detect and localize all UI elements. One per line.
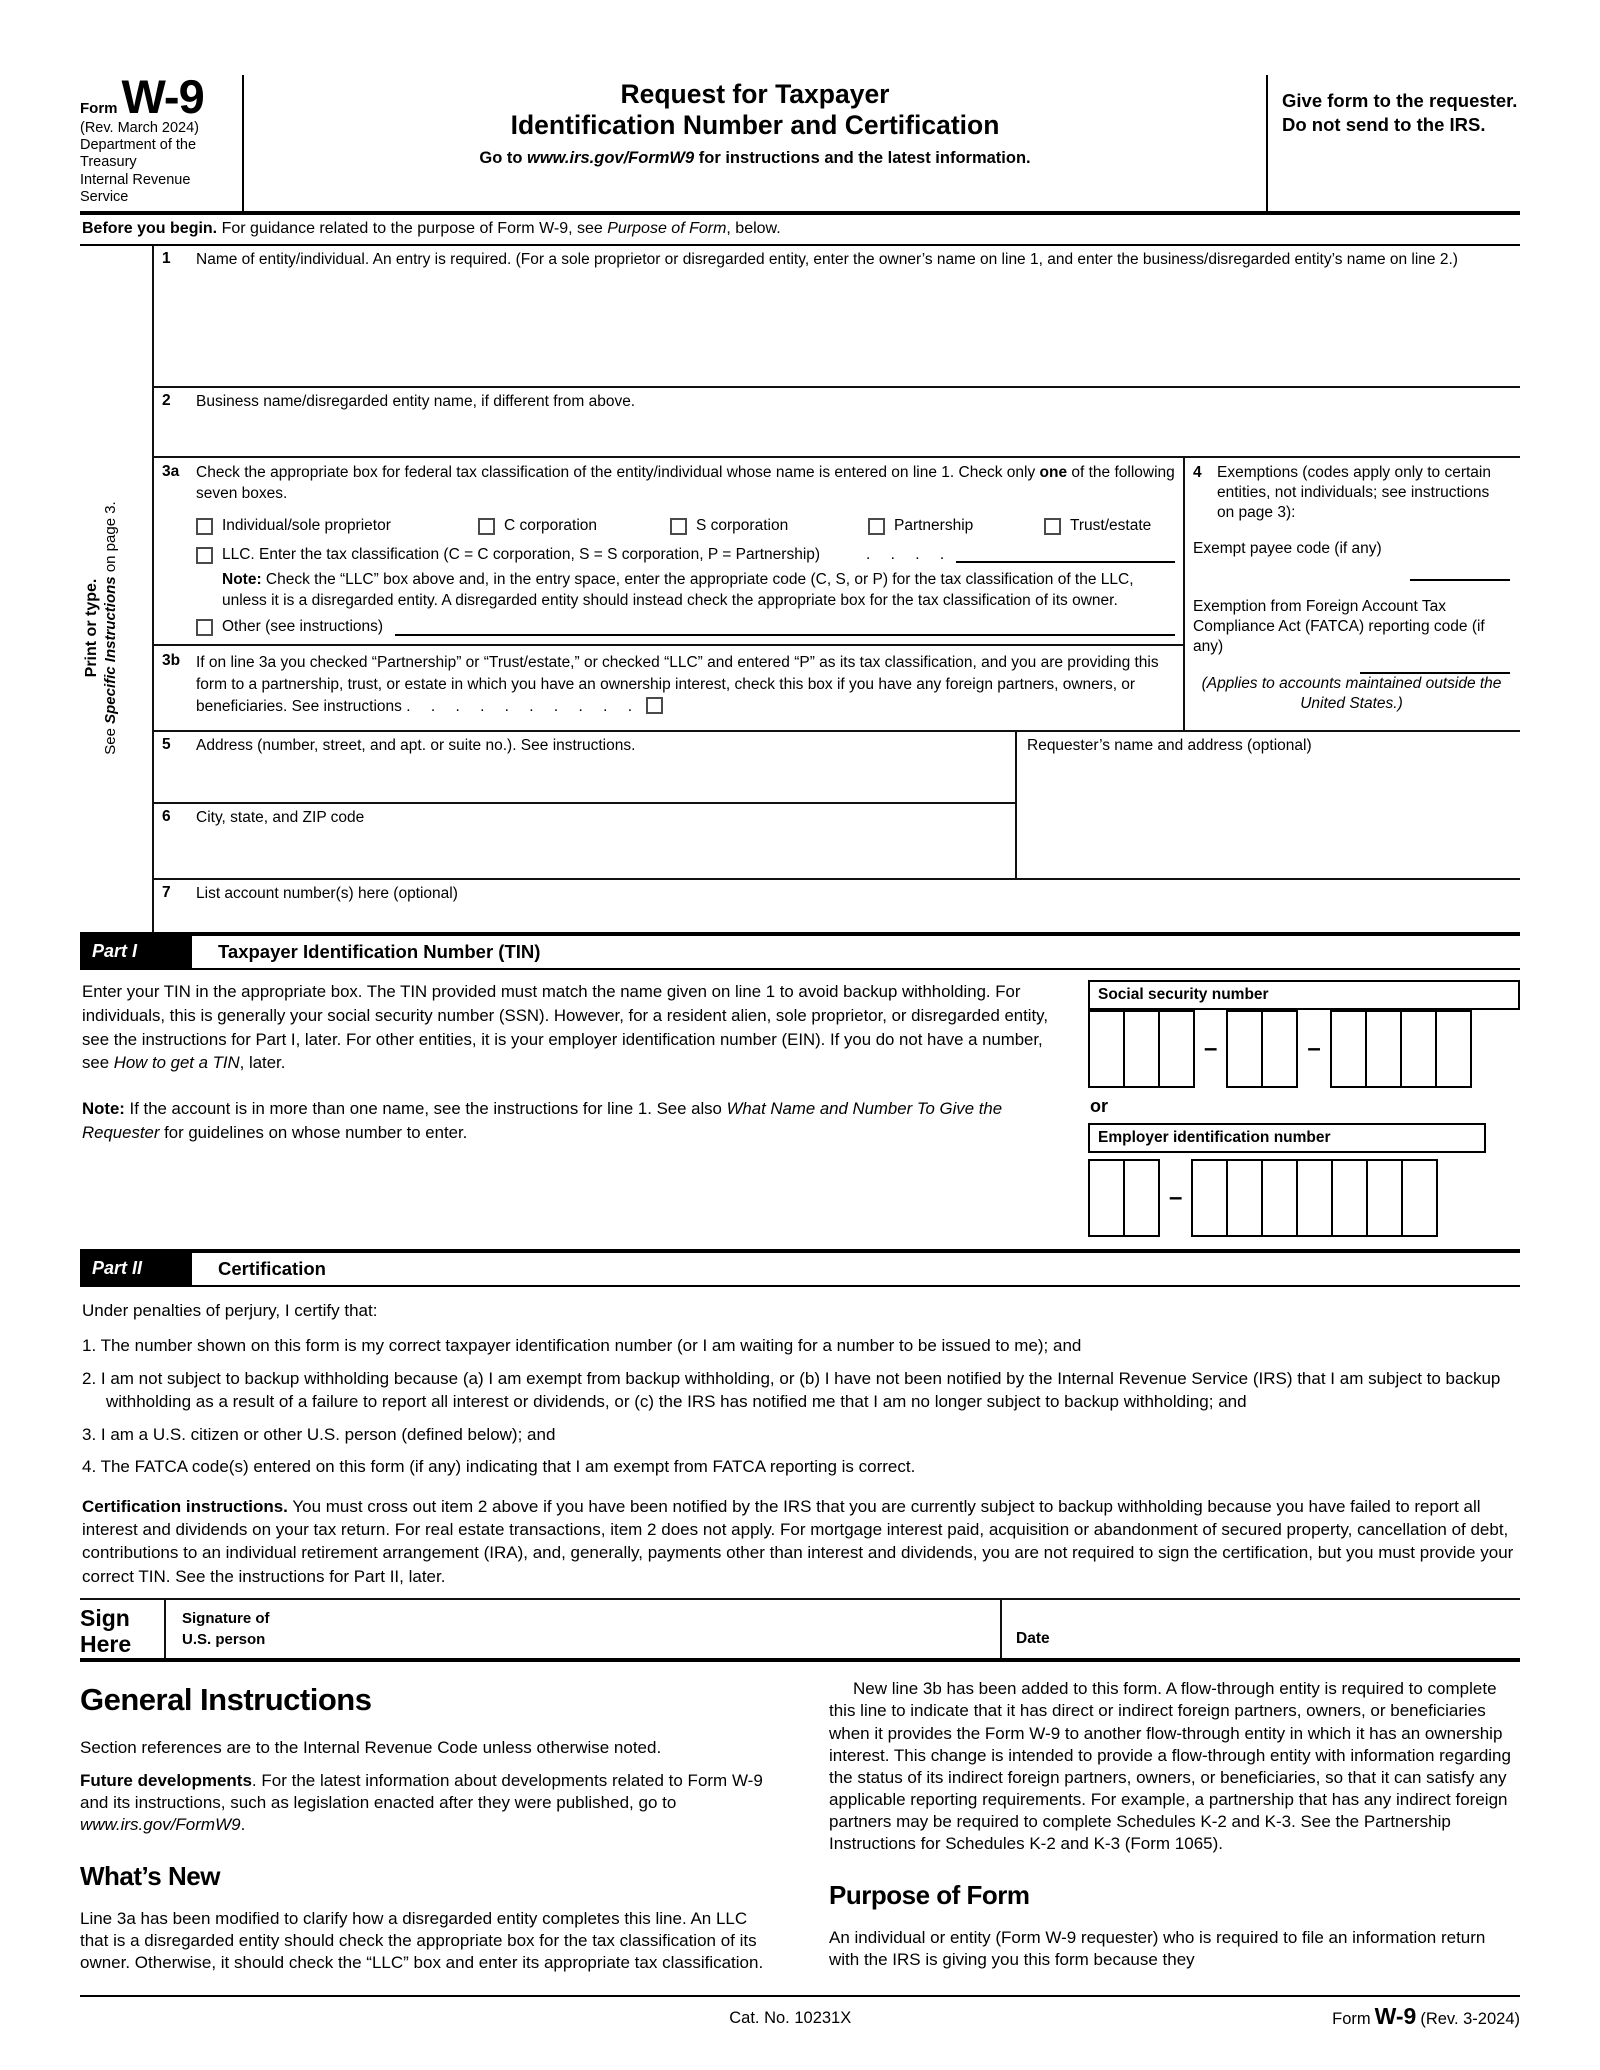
line6-city-row (154, 804, 1015, 878)
part1-bar (80, 932, 1520, 970)
ein-label-box: Employer identification number (1088, 1123, 1486, 1153)
line3b-new-paragraph: New line 3b has been added to this form. A flow-through entity is required to complete this line to indicate that it has direct or indirect foreign partners, owners, or beneficiaries when it provides the Form W-9 to another flow-through entity in which it has an ownership interest. This change is intended to provide a flow-through entity with information regarding the status of its indirect foreign partners, owners, or beneficiaries, so that it can satisfy any applicable reporting requirements. For example, a partnership that has any indirect foreign partners may be required to complete Schedules K-2 and K-3. See the Partnership Instructions for Schedules K-2 and K-3 (Form 1065). (829, 1679, 1511, 1854)
part1-badge: Part I (80, 936, 192, 968)
line3a-label-part2: of the following seven boxes. (196, 463, 1175, 502)
instructions-left-column (80, 1676, 771, 1985)
line3b-dot-leaders: . . . . . . . . . . (406, 697, 633, 715)
line4-number: 4 (1193, 463, 1202, 481)
ssn-dash: – (1204, 1034, 1218, 1062)
trust-estate-option (1044, 517, 1175, 535)
part2-content (80, 1287, 1520, 1599)
fatca-line (1193, 597, 1510, 673)
ein-digit-box[interactable] (1331, 1159, 1368, 1237)
ein-digit-box[interactable] (1366, 1159, 1403, 1237)
fatca-entry[interactable] (1360, 662, 1510, 674)
form-revision: (Rev. March 2024) (80, 119, 199, 136)
line4-header (1193, 463, 1510, 523)
ein-dash: – (1169, 1183, 1183, 1211)
form-header (80, 70, 1520, 215)
line7-number: 7 (162, 883, 171, 901)
part1-note-italic: What Name and Number To Give the Requester (82, 1099, 1003, 1143)
ssn-label-box: Social security number (1088, 980, 1520, 1010)
before-italic: Purpose of Form (607, 219, 727, 237)
partnership-checkbox[interactable] (868, 518, 885, 535)
certification-instructions-text: You must cross out item 2 above if you have been notified by the IRS that you are currently subject to backup withholding because you have failed to report all interest and dividends on your tax return. For real estate transactions, item 2 does not apply. For mortgage interest paid, acquisition or abandonment of secured property, cancellation of debt, contributions to an individual retirement arrangement (IRA), and, generally, payments other than interest and dividends, you are not required to sign the certification, but you must provide your correct TIN. See the instructions for Part II, later. (82, 1496, 1514, 1586)
ein-digit-box[interactable] (1226, 1159, 1263, 1237)
llc-dot-leaders: . . . . (866, 546, 945, 564)
trust-estate-label: Trust/estate (1070, 517, 1152, 535)
sign-here-label (80, 1600, 166, 1658)
c-corporation-label: C corporation (504, 517, 598, 535)
part1-note-text: If the account is in more than one name, see the instructions for line 1. See also (124, 1099, 727, 1119)
print-or-type-line: Print or type. (83, 578, 100, 677)
before-mid: For guidance related to the purpose of Form W-9, see (217, 219, 608, 237)
date-label: Date (1016, 1630, 1050, 1648)
side-see: See (102, 723, 119, 755)
future-developments-paragraph (80, 1770, 771, 1836)
line5-number: 5 (162, 735, 171, 753)
ein-digit-box[interactable] (1401, 1159, 1438, 1237)
sign-word: Sign (80, 1605, 130, 1632)
form-title-block (244, 75, 1268, 211)
ssn-dash: – (1307, 1034, 1321, 1062)
tin-column (1088, 980, 1520, 1237)
address-column (154, 732, 1015, 878)
line3a-label-part1: Check the appropriate box for federal tax classification of the entity/individual whose name is entered on line 1. Check only (196, 463, 1040, 481)
certification-intro: Under penalties of perjury, I certify that: (82, 1300, 378, 1320)
fatca-label: Exemption from Foreign Account Tax Compliance Act (FATCA) reporting code (if any) (1193, 598, 1485, 656)
form-title-line2: Identification Number and Certification (510, 110, 1000, 141)
department-line2: Internal Revenue Service (80, 171, 191, 206)
form-word: Form (80, 100, 118, 117)
llc-classification-entry[interactable] (956, 547, 1175, 563)
ssn-digit-box[interactable] (1123, 1010, 1160, 1088)
other-entry[interactable] (395, 622, 1175, 636)
line3a-label-bold: one (1039, 463, 1068, 481)
certification-item-4: 4. The FATCA code(s) entered on this form (if any) indicating that I am exempt from FATCA reporting is correct. (82, 1457, 916, 1477)
print-or-type-note (82, 418, 121, 838)
goto-suffix: for instructions and the latest information. (694, 148, 1031, 167)
side-page: on page 3. (102, 500, 119, 576)
part2-title: Certification (218, 1257, 326, 1279)
exempt-payee-entry[interactable] (1410, 569, 1510, 581)
or-label: or (1090, 1095, 1108, 1116)
line5-label: Address (number, street, and apt. or suite no.). See instructions. (196, 736, 636, 754)
form-title-line1: Request for Taxpayer (620, 79, 890, 109)
instructions-right-column (829, 1676, 1520, 1985)
requester-label: Requester’s name and address (optional) (1027, 736, 1312, 754)
llc-checkbox[interactable] (196, 547, 213, 564)
individual-checkbox[interactable] (196, 518, 213, 535)
partnership-option (868, 517, 1044, 535)
tax-classification-checkbox-row (196, 517, 1175, 535)
llc-option-line (196, 546, 1175, 564)
future-developments-text: . For the latest information about developments related to Form W-9 and its instructions, such as legislation enacted after they were published, go to (80, 1770, 763, 1812)
whats-new-paragraph: Line 3a has been modified to clarify how a disregarded entity completes this line. An LLC that is a disregarded entity should check the appropriate box for the tax classification of its owner. Otherwise, it should check the “LLC” box and enter its appropriate tax classification. (80, 1908, 764, 1973)
before-you-begin (80, 215, 1520, 246)
line3a-number: 3a (162, 462, 180, 480)
certification-instructions-bold: Certification instructions. (82, 1496, 288, 1516)
s-corporation-option (670, 517, 868, 535)
date-cell[interactable] (1000, 1600, 1520, 1658)
ein-digit-box[interactable] (1296, 1159, 1333, 1237)
footer-form-word: Form (1332, 2010, 1371, 2029)
llc-note (222, 570, 1175, 612)
line3b-number: 3b (162, 652, 181, 670)
part1-para-italic: How to get a TIN (113, 1053, 240, 1073)
ein-digit-box[interactable] (1191, 1159, 1228, 1237)
future-developments-end: . (240, 1814, 246, 1834)
section-references-paragraph: Section references are to the Internal Revenue Code unless otherwise noted. (80, 1737, 662, 1757)
foreign-partners-checkbox[interactable] (646, 697, 663, 714)
part1-note-end: for guidelines on whose number to enter. (159, 1123, 468, 1143)
ssn-digit-box[interactable] (1261, 1010, 1298, 1088)
applies-note: (Applies to accounts maintained outside the United States.) (1201, 674, 1502, 712)
s-corporation-label: S corporation (696, 517, 789, 535)
form-fields (152, 246, 1520, 932)
exempt-payee-label: Exempt payee code (if any) (1193, 540, 1382, 558)
ssn-digit-row (1088, 1010, 1520, 1088)
other-option-line (196, 618, 1175, 636)
before-end: , below. (726, 219, 781, 237)
ssn-digit-box[interactable] (1365, 1010, 1402, 1088)
line3a-classification-box (154, 458, 1183, 647)
line4-label: Exemptions (codes apply only to certain entities, not individuals; see instructions on page 3): (1217, 463, 1491, 521)
general-instructions-heading: General Instructions (80, 1682, 372, 1718)
line4-exemptions-box (1183, 458, 1520, 730)
partnership-label: Partnership (894, 517, 974, 535)
individual-label: Individual/sole proprietor (222, 517, 391, 535)
line7-label: List account number(s) here (optional) (196, 884, 458, 902)
other-label: Other (see instructions) (222, 618, 384, 636)
llc-note-text: Check the “LLC” box above and, in the entry space, enter the appropriate code (C, S, or P) for the tax classification of the LLC, unless it is a disregarded entity. A disregarded entity should instead check the appropriate box for the tax classification of its owner. (222, 571, 1134, 610)
line7-account-row (154, 880, 1520, 932)
ein-digit-box[interactable] (1123, 1159, 1160, 1237)
line3b-foreign-partners-box (154, 646, 1183, 730)
line5-address-row (154, 732, 1015, 804)
requester-cell[interactable] (1015, 732, 1520, 878)
purpose-of-form-heading: Purpose of Form (829, 1880, 1030, 1911)
before-bold: Before you begin. (82, 219, 218, 237)
s-corporation-checkbox[interactable] (670, 518, 687, 535)
line6-label: City, state, and ZIP code (196, 808, 365, 826)
signature-label-line1: Signature of (182, 1610, 270, 1628)
ein-digit-box[interactable] (1088, 1159, 1125, 1237)
certification-item-2: 2. I am not subject to backup withholding because (a) I am exempt from backup withholding, or (b) I have not been notified by the Internal Revenue Service (IRS) that I am subject to backup withholding as a result of a failure to report all interest or dividends, or (c) the IRS has notified me that I am no longer subject to backup withholding; and (82, 1368, 1501, 1412)
ssn-digit-box[interactable] (1435, 1010, 1472, 1088)
ssn-digit-box[interactable] (1158, 1010, 1195, 1088)
other-checkbox[interactable] (196, 619, 213, 636)
line5-6-section (154, 732, 1520, 880)
line1-name-row (154, 246, 1520, 388)
signature-label (166, 1600, 270, 1658)
ssn-digit-box[interactable] (1400, 1010, 1437, 1088)
form-id-block (80, 70, 244, 211)
part2-bar (80, 1249, 1520, 1287)
llc-note-bold: Note: (222, 571, 262, 589)
certification-instructions (82, 1495, 1520, 1589)
line3-and-4-section (154, 458, 1520, 732)
instructions-section (80, 1676, 1520, 1985)
exempt-payee-line (1193, 539, 1510, 581)
line3-column (154, 458, 1183, 730)
line3a-label (196, 463, 1175, 505)
line3b-text: If on line 3a you checked “Partnership” or “Trust/estate,” or checked “LLC” and entered “P” as its tax classification, and you are providing this form to a partnership, trust, or estate in which you have an ownership interest, check this box if you have any foreign partners, owners, or beneficiaries. See instructions (196, 654, 1159, 715)
c-corporation-option (478, 517, 670, 535)
future-developments-bold: Future developments (80, 1770, 252, 1790)
purpose-of-form-paragraph: An individual or entity (Form W-9 requester) who is required to file an information return with the IRS is giving you this form because they (829, 1927, 1486, 1970)
goto-prefix: Go to (479, 148, 528, 167)
sign-here-section (80, 1598, 1520, 1662)
form-number: W-9 (121, 70, 204, 123)
individual-option (196, 517, 478, 535)
certification-item-1: 1. The number shown on this form is my correct taxpayer identification number (or I am waiting for a number to be issued to me); and (82, 1336, 1082, 1356)
llc-label: LLC. Enter the tax classification (C = C corporation, S = S corporation, P = Partnership) (222, 546, 821, 564)
give-form-note: Give form to the requester. Do not send to the IRS. (1282, 90, 1518, 135)
irs-url: www.irs.gov/FormW9 (527, 148, 695, 167)
ein-digit-row (1088, 1159, 1520, 1237)
part2-badge: Part II (80, 1253, 192, 1285)
part1-text (82, 980, 1088, 1237)
certification-item-3: 3. I am a U.S. citizen or other U.S. person (defined below); and (82, 1424, 556, 1444)
part1-content (80, 970, 1520, 1249)
future-developments-url: www.irs.gov/FormW9 (80, 1814, 241, 1834)
line1-label: Name of entity/individual. An entry is required. (For a sole proprietor or disregarded entity, enter the owner’s name on line 1, and enter the business/disregarded entity’s name on line 2.) (196, 250, 1458, 268)
part1-paragraph (82, 980, 1050, 1075)
whats-new-heading: What’s New (80, 1861, 220, 1892)
line2-business-name-row (154, 388, 1520, 458)
footer-form-number: W-9 (1374, 2003, 1417, 2030)
goto-line (254, 149, 1256, 168)
ssn-digit-box[interactable] (1226, 1010, 1263, 1088)
ssn-digit-box[interactable] (1088, 1010, 1125, 1088)
ssn-digit-box[interactable] (1330, 1010, 1367, 1088)
footer-revision: (Rev. 3-2024) (1420, 2010, 1520, 2029)
catalog-number: Cat. No. 10231X (729, 2009, 852, 2028)
c-corporation-checkbox[interactable] (478, 518, 495, 535)
part1-para-end: , later. (239, 1053, 286, 1073)
part1-note (82, 1097, 1050, 1145)
footer-form-id (1332, 2003, 1520, 2030)
signature-label-line2: U.S. person (182, 1630, 266, 1648)
ein-digit-box[interactable] (1261, 1159, 1298, 1237)
line1-number: 1 (162, 249, 171, 267)
trust-estate-checkbox[interactable] (1044, 518, 1061, 535)
part1-title: Taxpayer Identification Number (TIN) (218, 940, 541, 962)
line2-number: 2 (162, 391, 171, 409)
specific-instructions-line (102, 418, 121, 838)
department-line1: Department of the Treasury (80, 137, 197, 171)
form-body (80, 246, 1520, 932)
signature-entry[interactable] (270, 1600, 1000, 1658)
footer (80, 1997, 1520, 2043)
here-word: Here (80, 1631, 132, 1658)
line3b-label (196, 652, 1175, 722)
line6-number: 6 (162, 807, 171, 825)
part1-para-text: Enter your TIN in the appropriate box. The TIN provided must match the name given on line 1 to avoid backup withholding. For individuals, this is generally your social security number (SSN). However, for a resident alien, sole proprietor, or disregarded entity, see the instructions for Part I, later. For other entities, it is your employer identification number (EIN). If you do not have a number, see (82, 981, 1048, 1073)
part1-note-bold: Note: (82, 1099, 125, 1119)
side-specific: Specific Instructions (102, 575, 119, 724)
line2-label: Business name/disregarded entity name, if different from above. (196, 392, 636, 410)
